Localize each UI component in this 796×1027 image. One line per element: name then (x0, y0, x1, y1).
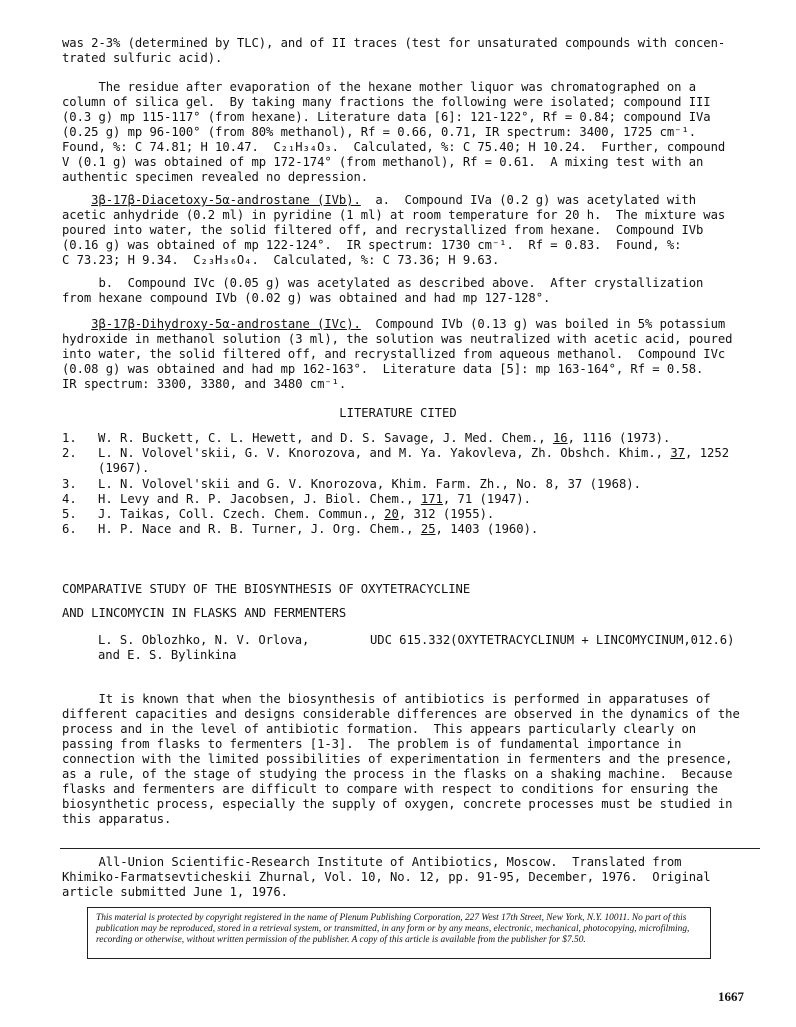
text-span: a. Compound IVa (0.2 g) was acetylated with (360, 193, 697, 207)
reference-pages: , 312 (1955). (398, 507, 495, 521)
authors-line: and E. S. Bylinkina (98, 648, 237, 662)
reference-volume: 171 (420, 492, 443, 506)
text-span: Compound IVb (0.13 g) was boiled in 5% potassium (360, 317, 726, 331)
reference-text: L. N. Volovel'skii and G. V. Knorozova, Khim. Farm. Zh., No. 8, 37 (1968). (98, 477, 641, 491)
text-line: The residue after evaporation of the hexane mother liquor was chromatographed on a (62, 80, 697, 94)
footnote-line: All-Union Scientific-Research Institute of Antibiotics, Moscow. Translated from (62, 855, 682, 869)
reference-volume: 16 (552, 431, 568, 445)
reference-authors: H. P. Nace and R. B. Turner, J. Org. Chem., (98, 522, 421, 536)
reference-authors: L. N. Volovel'skii, G. V. Knorozova, and M. Ya. Yakovleva, Zh. Obshch. Khim., (98, 446, 671, 460)
udc-code: UDC 615.332(OXYTETRACYCLINUM + LINCOMYCINUM,012.6) (370, 633, 735, 647)
reference-number: 1. (62, 431, 77, 445)
compound-heading: 3β-17β-Dihydroxy-5α-androstane (IVc). (91, 317, 361, 331)
reference-volume: 37 (670, 446, 686, 460)
text-line: column of silica gel. By taking many fractions the following were isolated; compound III (62, 95, 711, 109)
text-line: C 73.23; H 9.34. C₂₃H₃₆O₄. Calculated, %: C 73.36; H 9.63. (62, 253, 500, 267)
text-line: into water, the solid filtered off, and recrystallized from aqueous methanol. Compound IVc (62, 347, 726, 361)
text-line: (0.08 g) was obtained and had mp 162-163°. Literature data [5]: mp 163-164°, Rf = 0.58. (62, 362, 704, 376)
text-line: as a rule, of the stage of studying the process in the flasks on a shaking machine. Because (62, 767, 733, 781)
footnote-line: article submitted June 1, 1976. (62, 885, 288, 899)
reference-pages: , 1403 (1960). (435, 522, 539, 536)
text-line: (0.16 g) was obtained of mp 122-124°. IR spectrum: 1730 cm⁻¹. Rf = 0.83. Found, %: (62, 238, 682, 252)
reference-number: 4. (62, 492, 77, 506)
text-line: poured into water, the solid filtered off, and recrystallized from hexane. Compound IVb (62, 223, 704, 237)
text-line (62, 193, 696, 208)
text-line: was 2-3% (determined by TLC), and of II traces (test for unsaturated compounds with concen- (62, 36, 726, 50)
reference-text (98, 431, 670, 446)
reference-pages: , 71 (1947). (442, 492, 531, 506)
literature-heading: LITERATURE CITED (339, 406, 457, 420)
copyright-notice: This material is protected by copyright registered in the name of Plenum Publishing Corporation, 227 West 17th Street, New York, N.Y. 10011. No part of this publication may be reproduced, stored in a retrieval system, or transmitted, in any form or by any means, electronic, mechanical, photocopying, microfilming, recording or otherwise, without written permission of the publisher. A copy of this article is available from the publisher for $7.50. (87, 907, 711, 959)
text-line: different capacities and designs considerable differences are observed in the dynamics of the (62, 707, 740, 721)
text-line: b. Compound IVc (0.05 g) was acetylated as described above. After crystallization (62, 276, 704, 290)
text-line: IR spectrum: 3300, 3380, and 3480 cm⁻¹. (62, 377, 347, 391)
compound-heading: 3β-17β-Diacetoxy-5α-androstane (IVb). (91, 193, 361, 207)
reference-text (98, 522, 538, 537)
reference-pages: , 1116 (1973). (567, 431, 671, 445)
footnote-line: Khimiko-Farmatsevticheskii Zhurnal, Vol. 10, No. 12, pp. 91-95, December, 1976. Original (62, 870, 711, 884)
text-line: process and in the level of antibiotic formation. This appears particularly clearly on (62, 722, 697, 736)
reference-authors: W. R. Buckett, C. L. Hewett, and D. S. Savage, J. Med. Chem., (98, 431, 553, 445)
reference-text (98, 507, 494, 522)
reference-volume: 25 (420, 522, 436, 536)
footnote-divider (60, 848, 760, 849)
text-line: from hexane compound IVb (0.02 g) was obtained and had mp 127-128°. (62, 291, 551, 305)
text-line: connection with the limited possibilities of experimentation in fermenters and the presence, (62, 752, 733, 766)
reference-text: (1967). (98, 461, 150, 475)
reference-number: 3. (62, 477, 77, 491)
reference-authors: J. Taikas, Coll. Czech. Chem. Commun., (98, 507, 385, 521)
text-line (62, 317, 725, 332)
text-line: (0.3 g) mp 115-117° (from hexane). Literature data [6]: 121-122°, Rf = 0.84; compound IVa (62, 110, 711, 124)
text-line: biosynthetic process, especially the supply of oxygen, concrete processes must be studied in (62, 797, 733, 811)
text-line: authentic specimen revealed no depression. (62, 170, 369, 184)
text-line: Found, %: C 74.81; H 10.47. C₂₁H₃₄O₃. Calculated, %: C 75.40; H 10.24. Further, compound (62, 140, 726, 154)
text-line: hydroxide in methanol solution (3 ml), the solution was neutralized with acetic acid, poured (62, 332, 733, 346)
authors-line: L. S. Oblozhko, N. V. Orlova, (98, 633, 310, 647)
reference-number: 2. (62, 446, 77, 460)
reference-text (98, 446, 729, 461)
text-line: acetic anhydride (0.2 ml) in pyridine (1 ml) at room temperature for 20 h. The mixture was (62, 208, 726, 222)
text-line: trated sulfuric acid). (62, 51, 223, 65)
reference-volume: 20 (384, 507, 399, 521)
reference-number: 5. (62, 507, 77, 521)
text-line: this apparatus. (62, 812, 172, 826)
reference-text (98, 492, 531, 507)
article-title-line: COMPARATIVE STUDY OF THE BIOSYNTHESIS OF OXYTETRACYCLINE (62, 582, 471, 596)
text-line: (0.25 g) mp 96-100° (from 80% methanol), Rf = 0.66, 0.71, IR spectrum: 3400, 1725 cm⁻¹. (62, 125, 697, 139)
text-line: flasks and fermenters are difficult to compare with respect to conditions for ensuring the (62, 782, 718, 796)
reference-number: 6. (62, 522, 77, 536)
text-line: V (0.1 g) was obtained of mp 172-174° (from methanol), Rf = 0.61. A mixing test with an (62, 155, 704, 169)
reference-authors: H. Levy and R. P. Jacobsen, J. Biol. Chem., (98, 492, 421, 506)
page-number: 1667 (718, 989, 744, 1004)
text-line: passing from flasks to fermenters [1-3]. The problem is of fundamental importance in (62, 737, 682, 751)
article-title-line: AND LINCOMYCIN IN FLASKS AND FERMENTERS (62, 606, 347, 620)
reference-pages: , 1252 (685, 446, 730, 460)
text-line: It is known that when the biosynthesis of antibiotics is performed in apparatuses of (62, 692, 711, 706)
